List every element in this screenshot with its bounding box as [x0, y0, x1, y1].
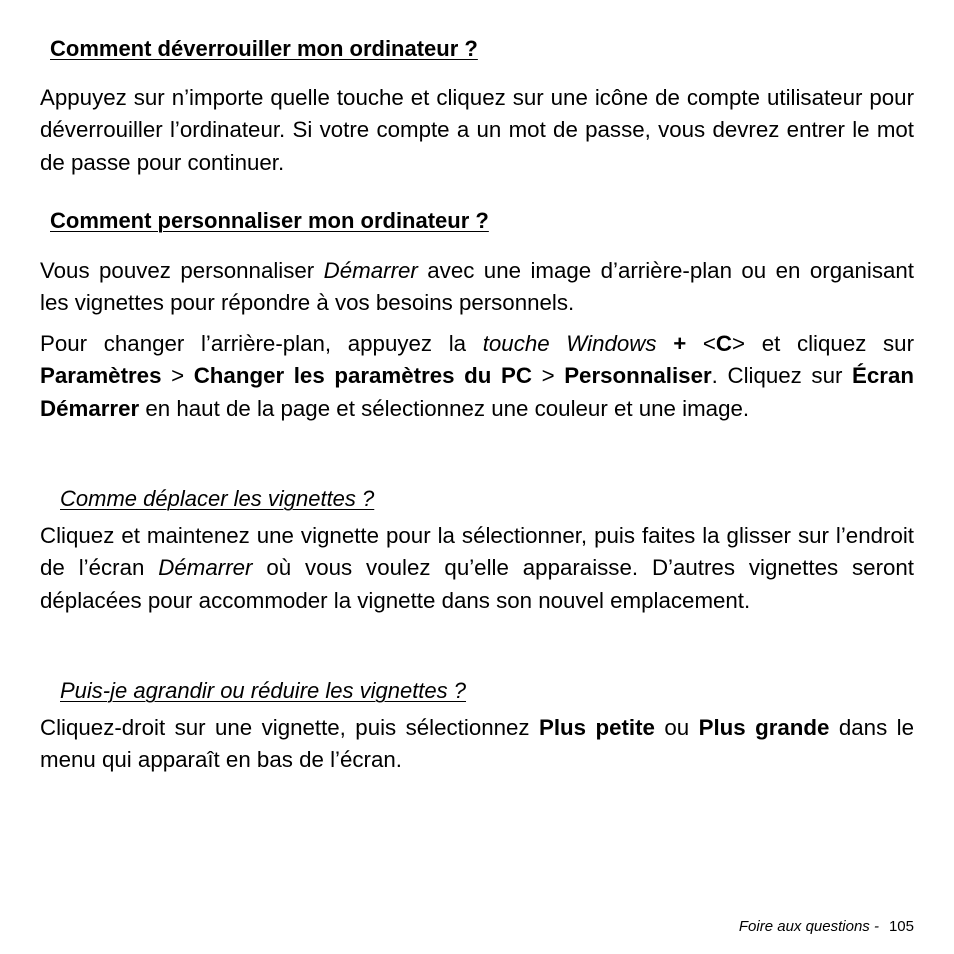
paragraph-move-tiles: Cliquez et maintenez une vignette pour la sélectionner, puis faites la glisser sur l’endroit de l’écran Démarrer où vous voulez qu’elle apparaisse. D’autres vignettes seront déplacées pour accommoder la vignette dans son nouvel emplacement. [40, 523, 914, 613]
page-number: 105 [888, 918, 914, 935]
page-footer [739, 918, 914, 935]
subheading-resize-tiles: Puis-je agrandir ou réduire les vignettes ? [60, 678, 467, 703]
footer-label: Foire aux questions - [738, 918, 879, 935]
heading-personalize: Comment personnaliser mon ordinateur ? [50, 208, 489, 233]
paragraph-resize-tiles: Cliquez-droit sur une vignette, puis sélectionnez Plus petite ou Plus grande dans le menu qui apparaît en bas de l’écran. [40, 715, 914, 773]
paragraph-unlock: Appuyez sur n’importe quelle touche et cliquez sur une icône de compte utilisateur pour déverrouiller l’ordinateur. Si votre compte a un mot de passe, vous devrez entrer le mot de passe pour continuer. [40, 85, 914, 175]
paragraph-personalize-start: Vous pouvez personnaliser Démarrer avec une image d’arrière-plan ou en organisant les vignettes pour répondre à vos besoins personnels. [40, 258, 915, 316]
heading-unlock: Comment déverrouiller mon ordinateur ? [50, 36, 478, 61]
subheading-move-tiles: Comme déplacer les vignettes ? [60, 486, 375, 511]
paragraph-change-background: Pour changer l’arrière-plan, appuyez la touche Windows + <C> et cliquez sur Paramètres > Changer les paramètres du PC > Personnaliser. Cliquez sur Écran Démarrer en haut de la page et sélectionnez une couleur et une image. [40, 331, 914, 421]
